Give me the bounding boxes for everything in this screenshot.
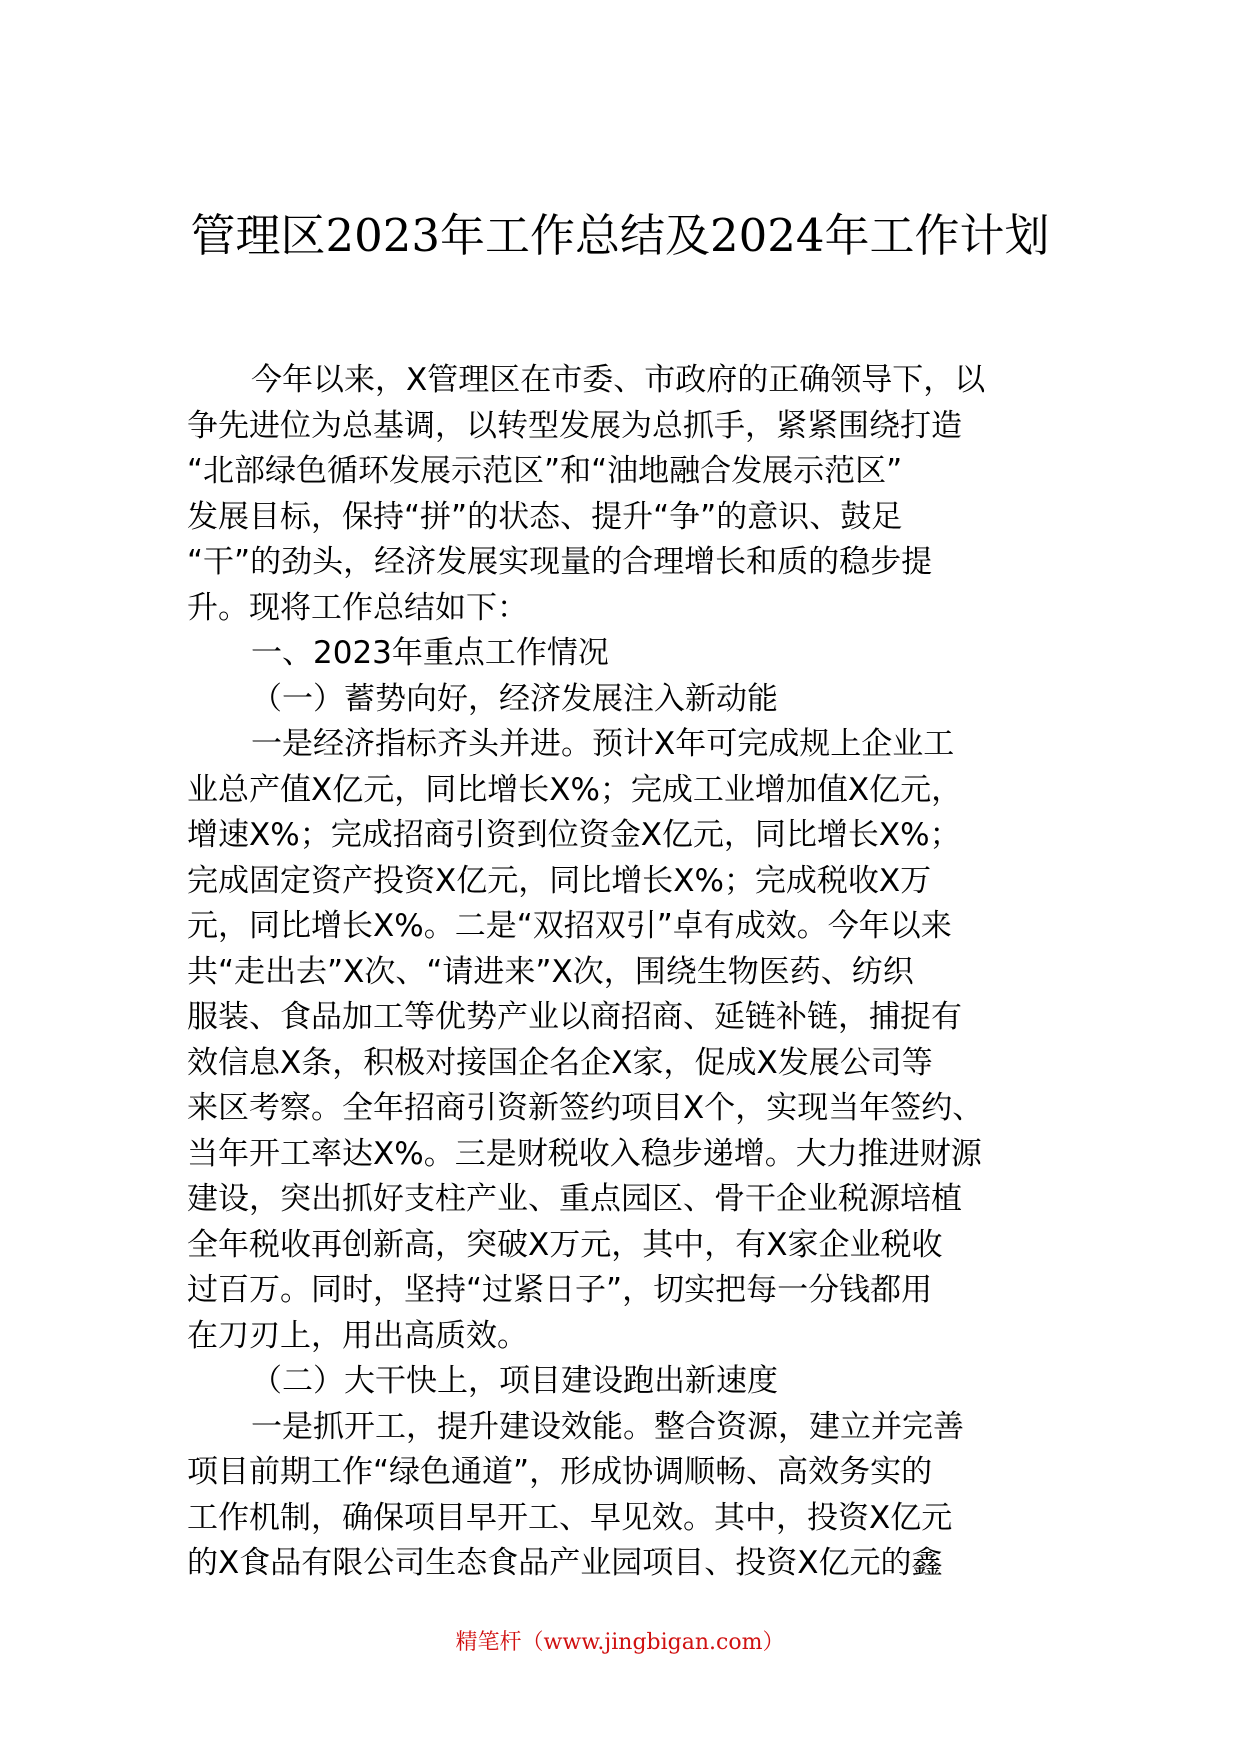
body-line: 增速X%；完成招商引资到位资金X亿元，同比增长X%； <box>187 817 961 853</box>
body-line: 当年开工率达X%。三是财税收入稳步递增。大力推进财源 <box>187 1135 982 1172</box>
body-line: 元，同比增长X%。二是“双招双引”卓有成效。今年以来 <box>187 908 952 944</box>
footer-watermark: 精笔杆（www.jingbigan.com） <box>455 1630 785 1655</box>
body-line: 升。现将工作总结如下： <box>187 589 528 626</box>
body-line: 过百万。同时，坚持“过紧日子”，切实把每一分钱都用 <box>187 1272 933 1308</box>
body-line: 项目前期工作“绿色通道”，形成协调顺畅、高效务实的 <box>187 1454 933 1490</box>
body-line: 业总产值X亿元，同比增长X%；完成工业增加值X亿元， <box>187 771 963 808</box>
body-line: 一、2023年重点工作情况 <box>251 635 609 671</box>
body-line: （一）蓄势向好，经济发展注入新动能 <box>251 680 778 717</box>
body-line: 争先进位为总基调，以转型发展为总抓手，紧紧围绕打造 <box>187 407 962 444</box>
body-line: （二）大干快上，项目建设跑出新速度 <box>251 1363 778 1399</box>
body-line: 来区考察。全年招商引资新签约项目X个，实现当年签约、 <box>187 1090 984 1126</box>
document-body <box>187 358 1067 1587</box>
body-line: 的X食品有限公司生态食品产业园项目、投资X亿元的鑫 <box>187 1545 943 1581</box>
body-line: “北部绿色循环发展示范区”和“油地融合发展示范区” <box>187 453 903 489</box>
body-line: 全年税收再创新高，突破X万元，其中，有X家企业税收 <box>187 1226 943 1263</box>
body-line: 今年以来，X管理区在市委、市政府的正确领导下，以 <box>251 362 986 398</box>
document-title: 管理区2023年工作总结及2024年工作计划 <box>190 209 1050 262</box>
body-line: 发展目标，保持“拼”的状态、提升“争”的意识、鼓足 <box>187 498 903 535</box>
body-line: “干”的劲头，经济发展实现量的合理增长和质的稳步提 <box>187 544 933 580</box>
body-line: 一是经济指标齐头并进。预计X年可完成规上企业工 <box>251 726 955 762</box>
body-line: 工作机制，确保项目早开工、早见效。其中，投资X亿元 <box>187 1499 953 1536</box>
body-line: 在刀刃上，用出高质效。 <box>187 1317 528 1354</box>
body-line: 完成固定资产投资X亿元，同比增长X%；完成税收X万 <box>187 862 932 899</box>
body-line: 服装、食品加工等优势产业以商招商、延链补链，捕捉有 <box>187 999 962 1035</box>
body-line: 效信息X条，积极对接国企名企X家，促成X发展公司等 <box>187 1044 933 1081</box>
body-line: 共“走出去”X次、“请进来”X次，围绕生物医药、纺织 <box>187 953 914 990</box>
body-line: 建设，突出抓好支柱产业、重点园区、骨干企业税源培植 <box>187 1181 962 1217</box>
body-line: 一是抓开工，提升建设效能。整合资源，建立并完善 <box>251 1408 964 1445</box>
